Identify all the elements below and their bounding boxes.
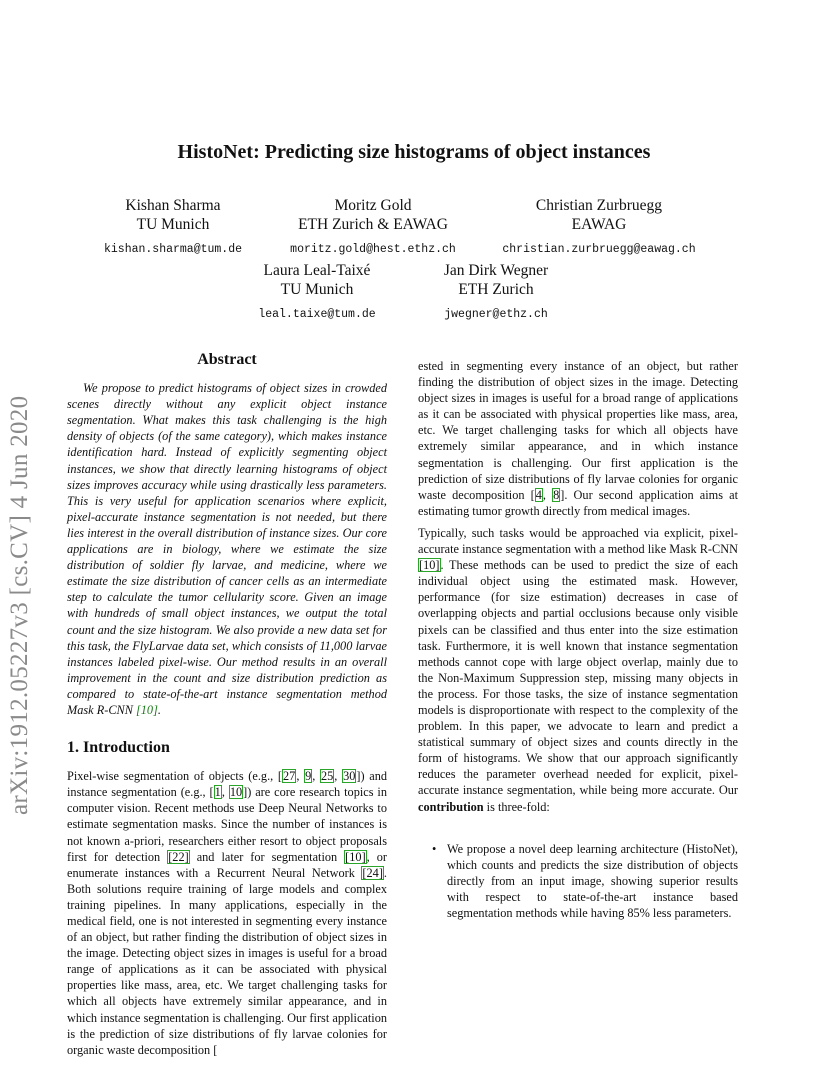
- author-name: Laura Leal-Taixé: [263, 262, 371, 279]
- citation-link[interactable]: [10]: [419, 558, 440, 573]
- abstract-heading: Abstract: [197, 351, 257, 368]
- abstract-text: We propose to predict histograms of object sizes in crowded scenes directly without any explicit object instance segmentation. What makes this task challenging is the high density of objects (of the same category), which makes instance identification hard. Instead of explicitly segmenting object instances, we show that directly learning histograms of object sizes improves accuracy while using drastically less parameters. This is very useful for application scenarios where explicit, pixel-accurate instance segmentation is not needed, but there lies interest in the overall distribution of instance sizes. Our core applications are in biology, where we estimate the size distribution of soldier fly larvae, and medicine, where we estimate the size distribution of cancer cells as an intermediate step to calculate the tumor cellularity score. Given an image with hundreds of small object instances, we output the total count and the size histogram. We also provide a new data set for this task, the FlyLarvae data set, which consists of 11,000 larvae instances labeled pixel-wise. Our method results in an overall improvement in the count and size distribution prediction as compared to state-of-the-art instance segmentation method Mask R-CNN [10].: [67, 381, 387, 717]
- citation-link[interactable]: 10: [229, 785, 243, 800]
- author-affiliation: TU Munich: [136, 216, 210, 233]
- author-name: Moritz Gold: [334, 197, 412, 214]
- contribution-bullet: • We propose a novel deep learning architecture (HistoNet), which counts and predicts the size distribution of objects directly from an input image, showing superior results with respect to state-of-the-art instance based segmentation methods while having 85% less parameters.: [432, 841, 738, 921]
- citation-link[interactable]: [10]: [136, 702, 158, 717]
- author-name: Christian Zurbruegg: [535, 197, 663, 214]
- paper-title: HistoNet: Predicting size histograms of object instances: [177, 141, 651, 163]
- citation-link[interactable]: [24]: [362, 865, 383, 880]
- left-column: [67, 351, 387, 1057]
- author-block: [366, 261, 626, 324]
- citation-link[interactable]: 4: [535, 487, 542, 502]
- author-email[interactable]: kishan.sharma@tum.de: [103, 243, 243, 256]
- author-name: Kishan Sharma: [125, 197, 221, 214]
- contribution-keyword: contribution: [418, 799, 484, 814]
- author-email[interactable]: moritz.gold@hest.ethz.ch: [290, 243, 456, 256]
- author-email[interactable]: leal.taixe@tum.de: [258, 308, 376, 321]
- author-email[interactable]: christian.zurbruegg@eawag.ch: [502, 243, 696, 256]
- author-email[interactable]: jwegner@ethz.ch: [444, 308, 548, 321]
- citation-link[interactable]: 30: [343, 769, 356, 784]
- citation-link[interactable]: [10]: [345, 849, 366, 864]
- author-affiliation: ETH Zurich: [458, 281, 534, 298]
- section-heading: 1. Introduction: [67, 739, 170, 757]
- intro-paragraph-2: Typically, such tasks would be approached via explicit, pixel-accurate instance segmentation with a method like Mask R-CNN [10]. These methods can be used to predict the size of each individual object using the estimated mask. However, performance (for size estimation) decreases in case of overlapping objects and partial occlusions because only visible pixels can be classified and thus enter into the size estimation task. Furthermore, it is well known that instance segmentation methods cannot cope with large object overlap, mainly due to the Non-Maximum Suppression step, missing many objects in the process. For those tasks, the size of instance segmentation models is disproportionate with respect to the complexity of the problem. In this paper, we advocate to learn and predict a statistical summary of object sizes and counts directly in the form of histograms. We show that our approach significantly reduces the parameter overhead needed for explicit, pixel-accurate instance segmentation, while being more accurate. Our contribution is three-fold:: [418, 525, 738, 814]
- author-name: Jan Dirk Wegner: [443, 262, 549, 279]
- citation-link[interactable]: 9: [305, 769, 312, 784]
- citation-link[interactable]: [22]: [168, 849, 189, 864]
- author-affiliation: EAWAG: [571, 216, 627, 233]
- arxiv-identifier: arXiv:1912.05227v3 [cs.CV] 4 Jun 2020: [6, 395, 33, 815]
- author-affiliation: TU Munich: [280, 281, 354, 298]
- author-block: [469, 196, 729, 259]
- intro-paragraph-1-continued: ested in segmenting every instance of an object, but rather finding the distribution of object sizes in the image. Detecting object sizes in images is useful for a broad range of applications as it can be associated with physical properties like mass, area, etc. We target challenging tasks for which all objects have extremely similar appearance, and in which instance segmentation is challenging. Our first application is the prediction of size distributions of fly larvae colonies for organic waste decomposition [4, 8]. Our second application aims at estimating tumor growth directly from medical images.: [418, 359, 738, 518]
- intro-paragraph-1: Pixel-wise segmentation of objects (e.g., [27, 9, 25, 30]) and instance segmentation (e.g., [1, 10]) are core research topics in computer vision. Recent methods use Deep Neural Networks to estimate segmentation masks. Since the number of instances is not known a-priori, researchers either resort to object proposals first for detection [22] and later for segmentation [10], or enumerate instances with a Recurrent Neural Network [24]. Both solutions require training of large models and complex training pipelines. In many applications, especially in the medical field, one is not interested in segmenting every instance of an object, but rather finding the distribution of object sizes in the image. Detecting object sizes in images is useful for a broad range of applications as it can be associated with physical properties like mass, area, etc. We target challenging tasks for which all objects have extremely similar appearance, and in which instance segmentation is challenging. Our first application is the prediction of size distributions of fly larvae colonies for organic waste decomposition [: [67, 769, 387, 1057]
- citation-link[interactable]: 27: [283, 769, 296, 784]
- author-affiliation: ETH Zurich & EAWAG: [298, 216, 448, 233]
- right-column: [418, 358, 738, 921]
- citation-link[interactable]: 1: [214, 785, 221, 800]
- author-block: [243, 196, 503, 259]
- citation-link[interactable]: 8: [553, 487, 560, 502]
- citation-link[interactable]: 25: [321, 769, 334, 784]
